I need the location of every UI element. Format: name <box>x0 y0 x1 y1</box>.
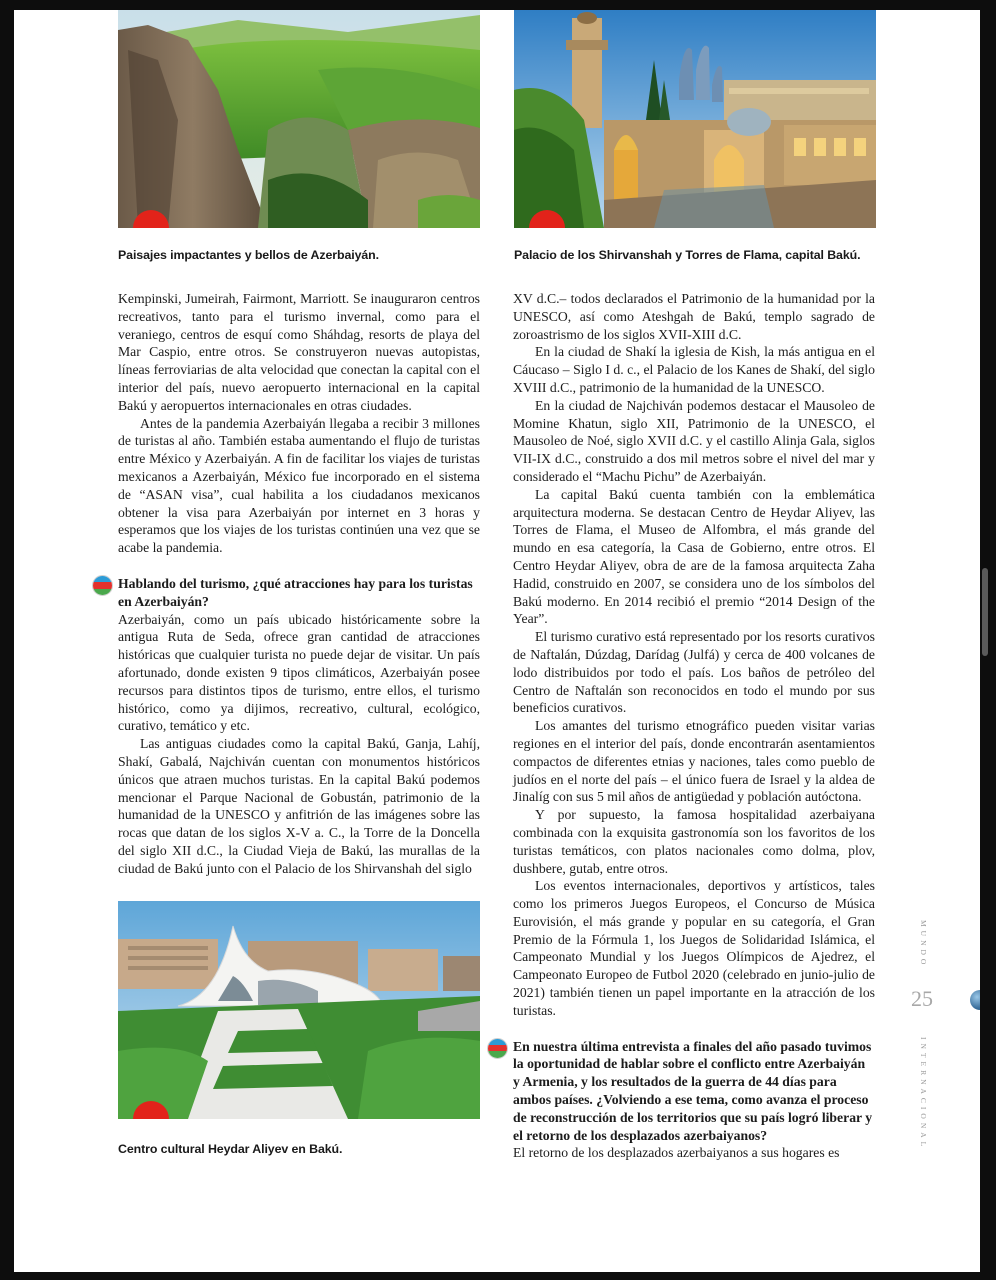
paragraph: Y por supuesto, la famosa hospitalidad azerbaiyana combinada con la exquisita gastronomía son los favoritos de los turistas temáticos, con platos nacionales como dolma, plov, dushbere, gutab, entre otros. <box>513 807 875 876</box>
caption-heydar-aliyev: Centro cultural Heydar Aliyev en Bakú. <box>118 1142 343 1156</box>
paragraph: El retorno de los desplazados azerbaiyanos a sus hogares es <box>513 1145 840 1161</box>
paragraph: El turismo curativo está representado por los resorts curativos de Naftalán, Dúzdag, Darídag (Julfá) y cerca de 400 volcanes de lodo distribuidos por todo el país. Los baños de petróleo del Centro de Naftalán son reconocidos en todo el mundo por sus beneficios curativos. <box>513 629 875 716</box>
left-text-column <box>118 290 480 878</box>
paragraph: Las antiguas ciudades como la capital Bakú, Ganja, Lahíj, Shakí, Gabalá, Najchiván cuentan con monumentos históricos únicos que atraen muchos turistas. En la capital Bakú podemos mencionar el Parque Nacional de Gobustán, patrimonio de la humanidad de la UNESCO y anfitrión de las imágenes sobre las rocas que datan de los siglos X-V a. C., la Torre de la Doncella del siglo XII d.C., la Ciudad Vieja de Bakú, las murallas de la ciudad de Bakú junto con el Palacio de los Shirvanshah del siglo <box>118 736 480 876</box>
paragraph: Kempinski, Jumeirah, Fairmont, Marriott. Se inauguraron centros recreativos, tanto para el turismo invernal, como para el veraniego, centros de esquí como Sháhdag, resorts de playa del Mar Caspio, entre otros. Se construyeron nuevas autopistas, líneas ferroviarias de alta velocidad que conectan la capital con el interior del país, nuevo aeropuerto internacional en la capital Bakú y aeropuertos internacionales en otras ciudades. <box>118 291 480 413</box>
paragraph: Antes de la pandemia Azerbaiyán llegaba a recibir 3 millones de turistas al año. También estaba aumentando el flujo de turistas entre México y Azerbaiyán. A fin de facilitar los viajes de turistas mexicanos a Azerbaiyán, México fue incorporado en el sistema de “ASAN visa”, cual habilita a los ciudadanos mexicanos obtener la visa para Azerbaiyán por internet en 3 horas y esperamos que los viajes de los turistas continúen una vez que se acabe la pandemia. <box>118 415 480 556</box>
section-label-top: MUNDO <box>919 920 928 969</box>
paragraph: Los amantes del turismo etnográfico pueden visitar varias regiones en el interior del país, donde encontrarán asentamientos compactos de diferentes etnias y naciones, tales como pueblo de judíos en el norte del país – el único fuera de Israel y la aldea de Jinalíg con sus 5 mil años de antigüedad y población autóctona. <box>513 718 875 805</box>
caption-landscape: Paisajes impactantes y bellos de Azerbaiyán. <box>118 248 379 262</box>
interview-question: Hablando del turismo, ¿qué atracciones hay para los turistas en Azerbaiyán? <box>118 575 480 611</box>
caption-baku-palace: Palacio de los Shirvanshah y Torres de Flama, capital Bakú. <box>514 248 861 262</box>
landscape-photo <box>118 10 480 228</box>
globe-icon <box>970 990 980 1010</box>
paragraph: XV d.C.– todos declarados el Patrimonio de la humanidad por la UNESCO, así como Ateshgah de Bakú, templo sagrado de zoroastrismo de los siglos XVII-XIII d.C. <box>513 291 875 342</box>
interview-question: En nuestra última entrevista a finales del año pasado tuvimos la oportunidad de hablar sobre el conflicto entre Azerbaiyán y Armenia, y los resultados de la guerra de 44 días para ambos países. ¿Volviendo a ese tema, como avanza el proceso de reconstrucción de los territorios que su país logró liberar y el retorno de los desplazados azerbaiyanos? <box>513 1038 875 1145</box>
paragraph: En la ciudad de Najchiván podemos destacar el Mausoleo de Momine Khatun, siglo XII, Patrimonio de la UNESCO, el Mausoleo de Noé, siglo XVII d.C. y el castillo Alinja Gala, siglos VII-IX d.C., construido a dos mil metros sobre el nivel del mar y considerado el “Machu Pichu” de Azerbaiyán. <box>513 397 875 484</box>
baku-palace-photo <box>514 10 876 228</box>
paragraph: La capital Bakú cuenta también con la emblemática arquitectura moderna. Se destacan Centro de Heydar Aliyev, las Torres de Flama, el Museo de Alfombra, el más grande del mundo en esa categoría, la Casa de Gobierno, entre otros. El Centro Heydar Aliyev, obra de are de la famosa arquitecta Zaha Hadid, construido en 2007, se considera uno de los símbolos del Bakú moderno. En 2014 recibió el premio “2014 Design of the Year”. <box>513 486 875 627</box>
scrollbar-thumb[interactable] <box>982 568 988 656</box>
heydar-aliyev-center-photo <box>118 901 480 1119</box>
paragraph: En la ciudad de Shakí la iglesia de Kish, la más antigua en el Cáucaso – Siglo I d. c., el Palacio de los Kanes de Shakí, del siglo XVIII d.C., patrimonio de la humanidad de la UNESCO. <box>513 344 875 395</box>
azerbaijan-flag-icon <box>92 575 113 596</box>
page-number: 25 <box>911 986 933 1011</box>
paragraph: Azerbaiyán, como un país ubicado históricamente sobre la antigua Ruta de Seda, ofrece gran cantidad de atracciones históricas que cualquier turista no puede dejar de visitar. Un país afortunado, donde existen 9 tipos climáticos, Azerbaiyán posee recursos para distintos tipos de turismo, entre ellos, el turismo histórico, como ya dijimos, recreativo, cultural, ecológico, curativo, temático y etc. <box>118 611 480 734</box>
paragraph: Los eventos internacionales, deportivos y artísticos, tales como los primeros Juegos Europeos, el Concurso de Música Eurovisión, el más grande y popular en su categoría, el Gran Premio de la Fórmula 1, los Juegos de Solidaridad Islámica, el Campeonato Mundial y los Juegos Olímpicos de Ajedrez, el Campeonato Europeo de Futbol 2020 (celebrado en junio-julio de 2021) también tienen un papel importante en la atracción de los turistas. <box>513 878 875 1018</box>
section-label-bottom: INTERNACIONAL <box>919 1037 928 1151</box>
magazine-page <box>14 10 980 1272</box>
right-text-column <box>513 290 875 1162</box>
azerbaijan-flag-icon <box>487 1038 508 1059</box>
